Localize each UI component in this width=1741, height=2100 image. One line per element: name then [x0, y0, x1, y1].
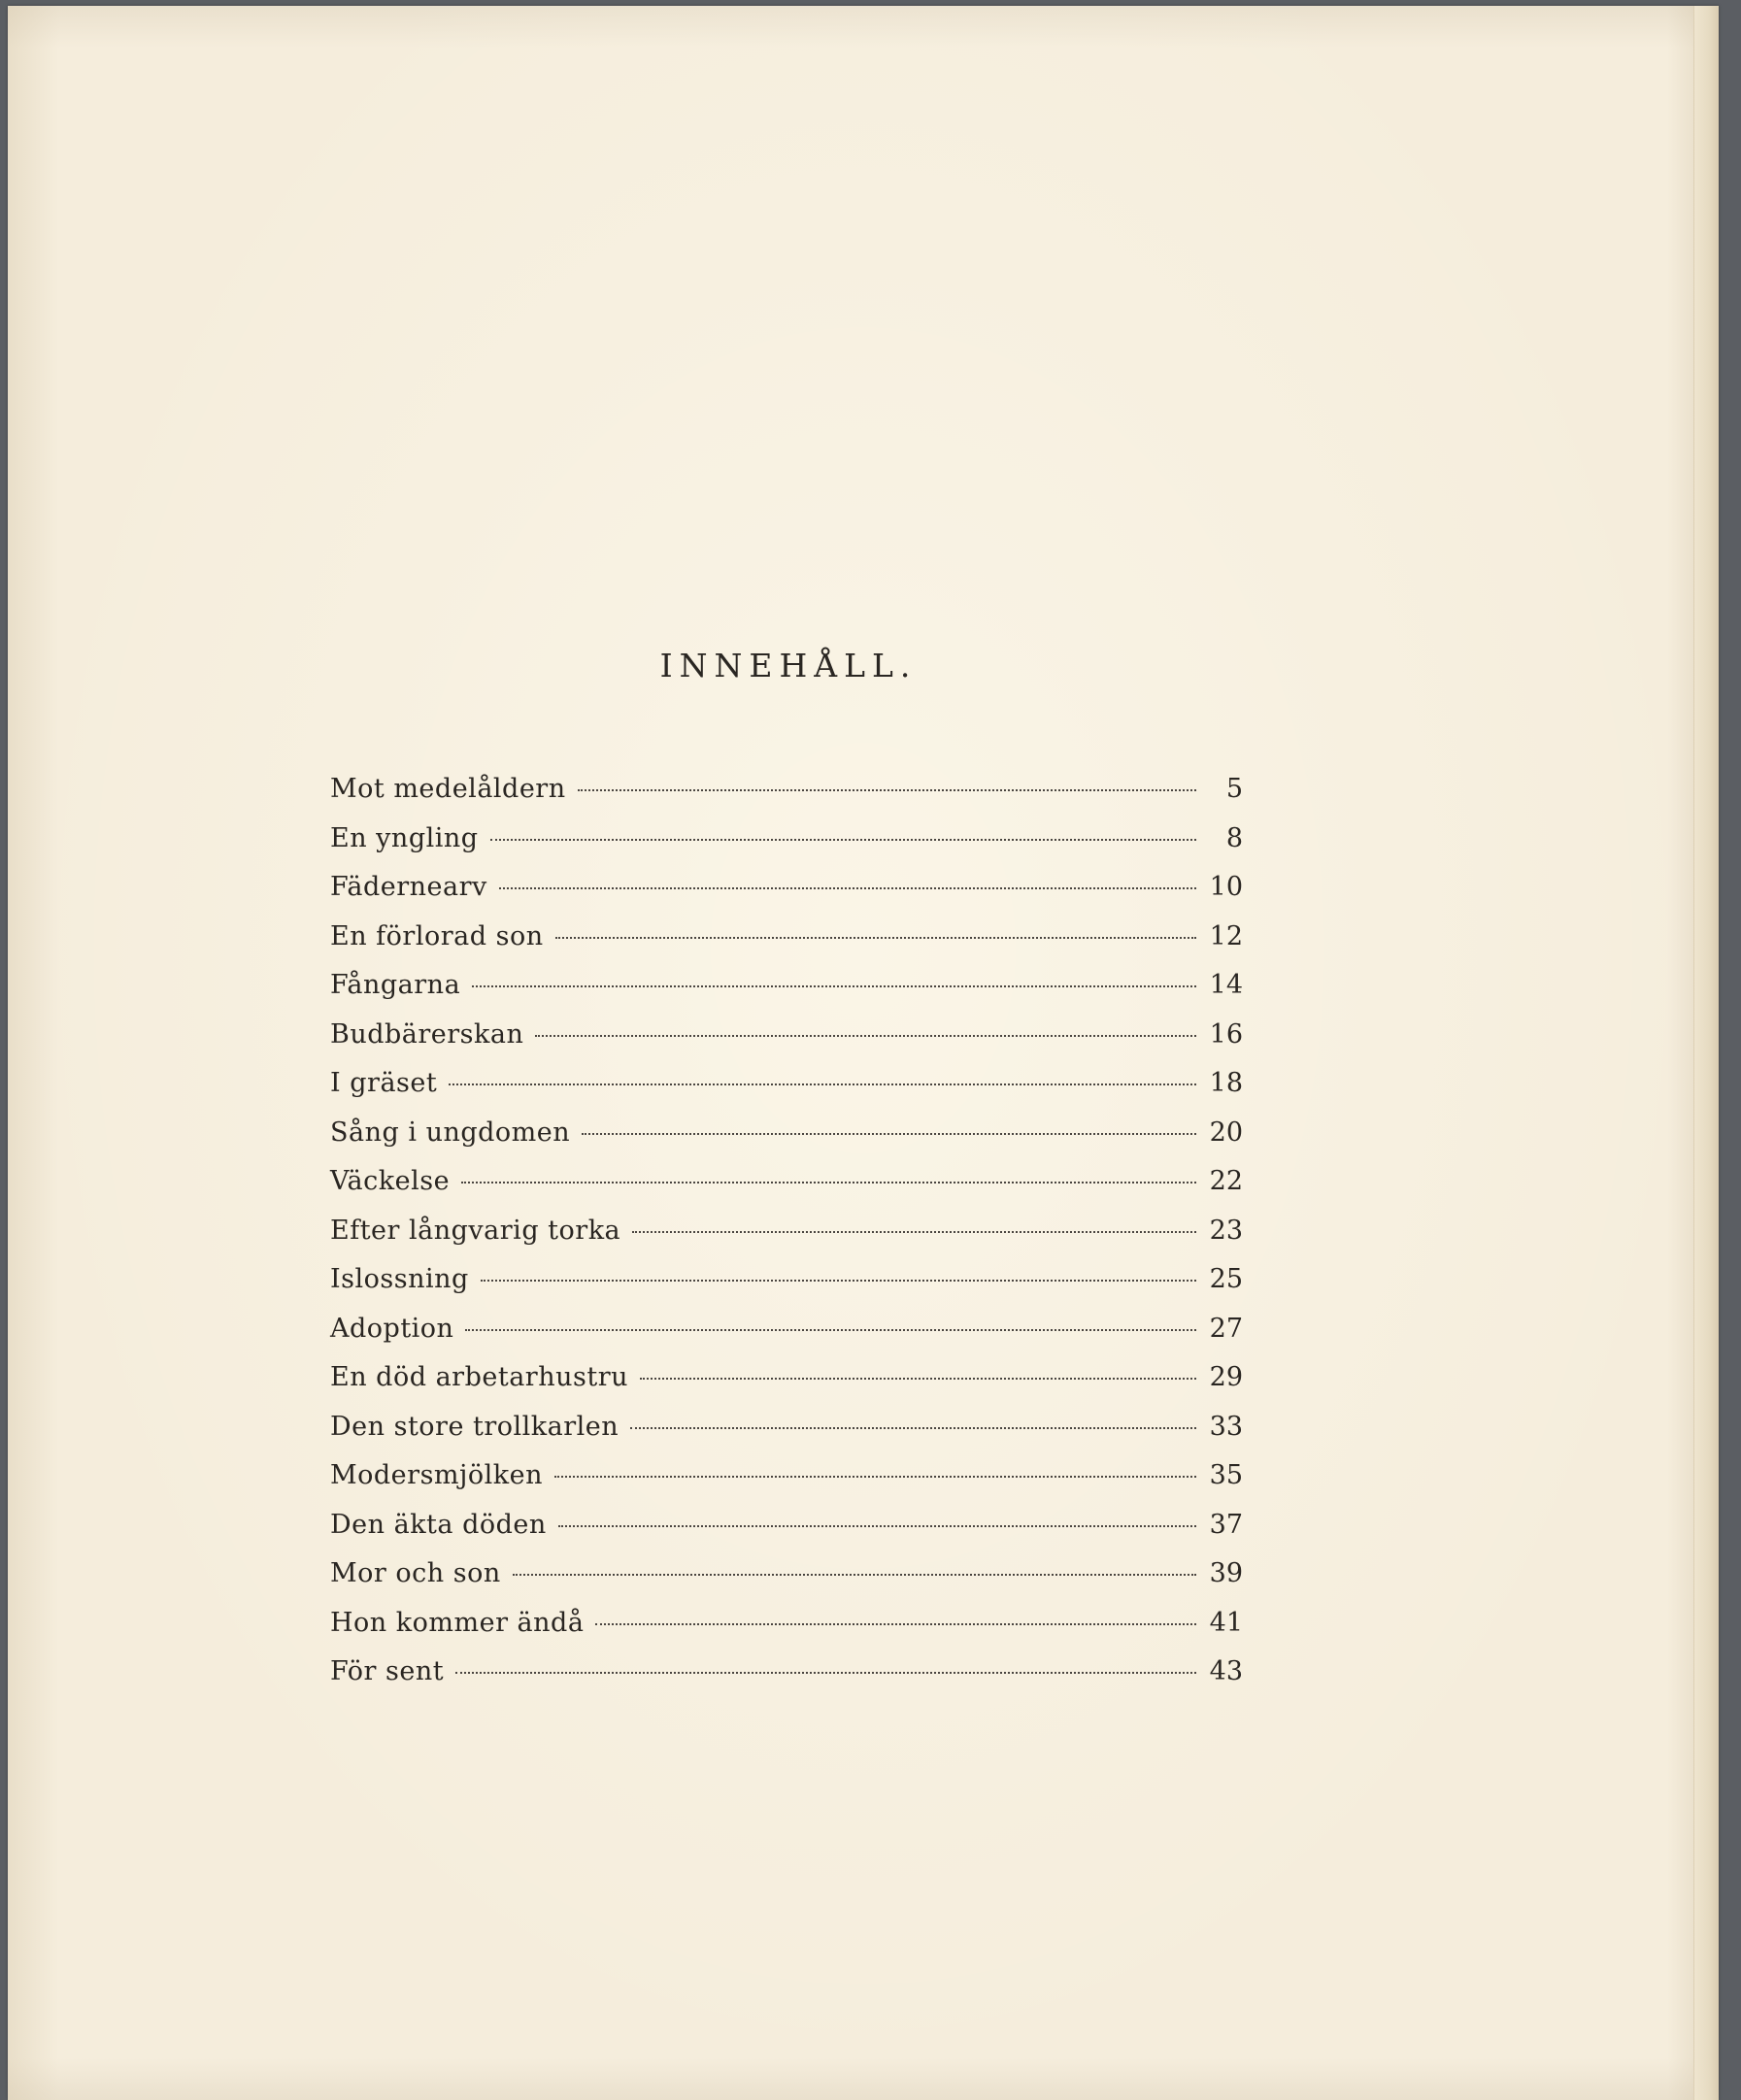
toc-entry-title: En död arbetarhustru — [330, 1362, 628, 1392]
book-page — [8, 6, 1719, 2100]
dotted-leader — [481, 1280, 1196, 1282]
toc-entry-page-number: 10 — [1209, 872, 1243, 902]
toc-entry-title: Efter långvarig torka — [330, 1215, 621, 1246]
toc-entry-page-number: 23 — [1209, 1215, 1243, 1246]
toc-entry — [330, 1353, 1243, 1403]
toc-entry — [330, 815, 1243, 864]
toc-entry-page-number: 27 — [1209, 1313, 1243, 1344]
toc-entry-page-number: 18 — [1209, 1068, 1243, 1098]
dotted-leader — [490, 839, 1196, 841]
toc-entry-title: Adoption — [330, 1313, 454, 1344]
toc-entry-page-number: 8 — [1225, 822, 1243, 853]
toc-entry — [330, 913, 1243, 962]
toc-entry-title: Mot medelåldern — [330, 774, 566, 804]
toc-entry-title: Mor och son — [330, 1558, 501, 1588]
toc-entry-title: Fädernearv — [330, 872, 487, 902]
dotted-leader — [449, 1083, 1196, 1085]
toc-entry-page-number: 39 — [1209, 1558, 1243, 1588]
toc-entry-title: Den store trollkarlen — [330, 1411, 619, 1442]
toc-entry — [330, 1305, 1243, 1354]
toc-entry-page-number: 14 — [1209, 970, 1243, 1000]
toc-entry-page-number: 5 — [1225, 774, 1243, 804]
dotted-leader — [513, 1574, 1196, 1576]
toc-entry-page-number: 41 — [1209, 1607, 1243, 1638]
toc-entry-title: En förlorad son — [330, 920, 544, 951]
toc-entry — [330, 1255, 1243, 1305]
toc-entry-title: Den äkta döden — [330, 1509, 547, 1540]
toc-entry-page-number: 33 — [1209, 1411, 1243, 1442]
dotted-leader — [558, 1525, 1196, 1527]
dotted-leader — [632, 1231, 1196, 1233]
toc-entry — [330, 1207, 1243, 1256]
dotted-leader — [555, 937, 1196, 939]
dotted-leader — [455, 1672, 1196, 1674]
toc-entry — [330, 1599, 1243, 1649]
toc-entry — [330, 863, 1243, 913]
table-of-contents — [330, 765, 1243, 1697]
toc-entry-title: Islossning — [330, 1264, 469, 1294]
toc-entry-title: Modersmjölken — [330, 1460, 544, 1490]
toc-entry — [330, 1451, 1243, 1501]
toc-entry-title: För sent — [330, 1656, 445, 1686]
toc-entry-page-number: 22 — [1209, 1166, 1243, 1196]
dotted-leader — [582, 1133, 1196, 1135]
toc-entry-title: I gräset — [330, 1068, 438, 1098]
toc-entry — [330, 1501, 1243, 1550]
toc-entry-page-number: 43 — [1209, 1656, 1243, 1686]
toc-entry-page-number: 20 — [1209, 1117, 1243, 1148]
toc-entry — [330, 1011, 1243, 1060]
toc-entry — [330, 1109, 1243, 1158]
toc-entry-title: En yngling — [330, 822, 479, 853]
dotted-leader — [499, 887, 1196, 889]
dotted-leader — [578, 789, 1196, 791]
dotted-leader — [554, 1476, 1196, 1478]
toc-entry — [330, 1157, 1243, 1207]
dotted-leader — [465, 1329, 1196, 1331]
toc-entry-page-number: 29 — [1209, 1362, 1243, 1392]
toc-entry — [330, 1059, 1243, 1109]
toc-entry — [330, 1648, 1243, 1697]
toc-entry — [330, 1550, 1243, 1599]
toc-entry-page-number: 35 — [1209, 1460, 1243, 1490]
toc-entry-page-number: 25 — [1209, 1264, 1243, 1294]
toc-entry — [330, 961, 1243, 1011]
toc-entry-page-number: 37 — [1209, 1509, 1243, 1540]
page-edge — [1693, 6, 1719, 2100]
toc-entry-title: Sång i ungdomen — [330, 1117, 571, 1148]
dotted-leader — [640, 1378, 1196, 1380]
dotted-leader — [595, 1623, 1196, 1625]
toc-entry — [330, 765, 1243, 815]
toc-entry — [330, 1403, 1243, 1452]
toc-entry-title: Fångarna — [330, 970, 461, 1000]
toc-entry-title: Budbärerskan — [330, 1018, 524, 1050]
toc-entry-title: Hon kommer ändå — [330, 1607, 585, 1638]
page-title: INNEHÅLL. — [659, 647, 918, 684]
toc-entry-title: Väckelse — [330, 1166, 451, 1196]
dotted-leader — [461, 1182, 1196, 1183]
toc-entry-page-number: 16 — [1209, 1018, 1243, 1050]
dotted-leader — [472, 985, 1196, 987]
toc-entry-page-number: 12 — [1209, 920, 1243, 951]
dotted-leader — [630, 1427, 1196, 1429]
dotted-leader — [535, 1035, 1196, 1037]
